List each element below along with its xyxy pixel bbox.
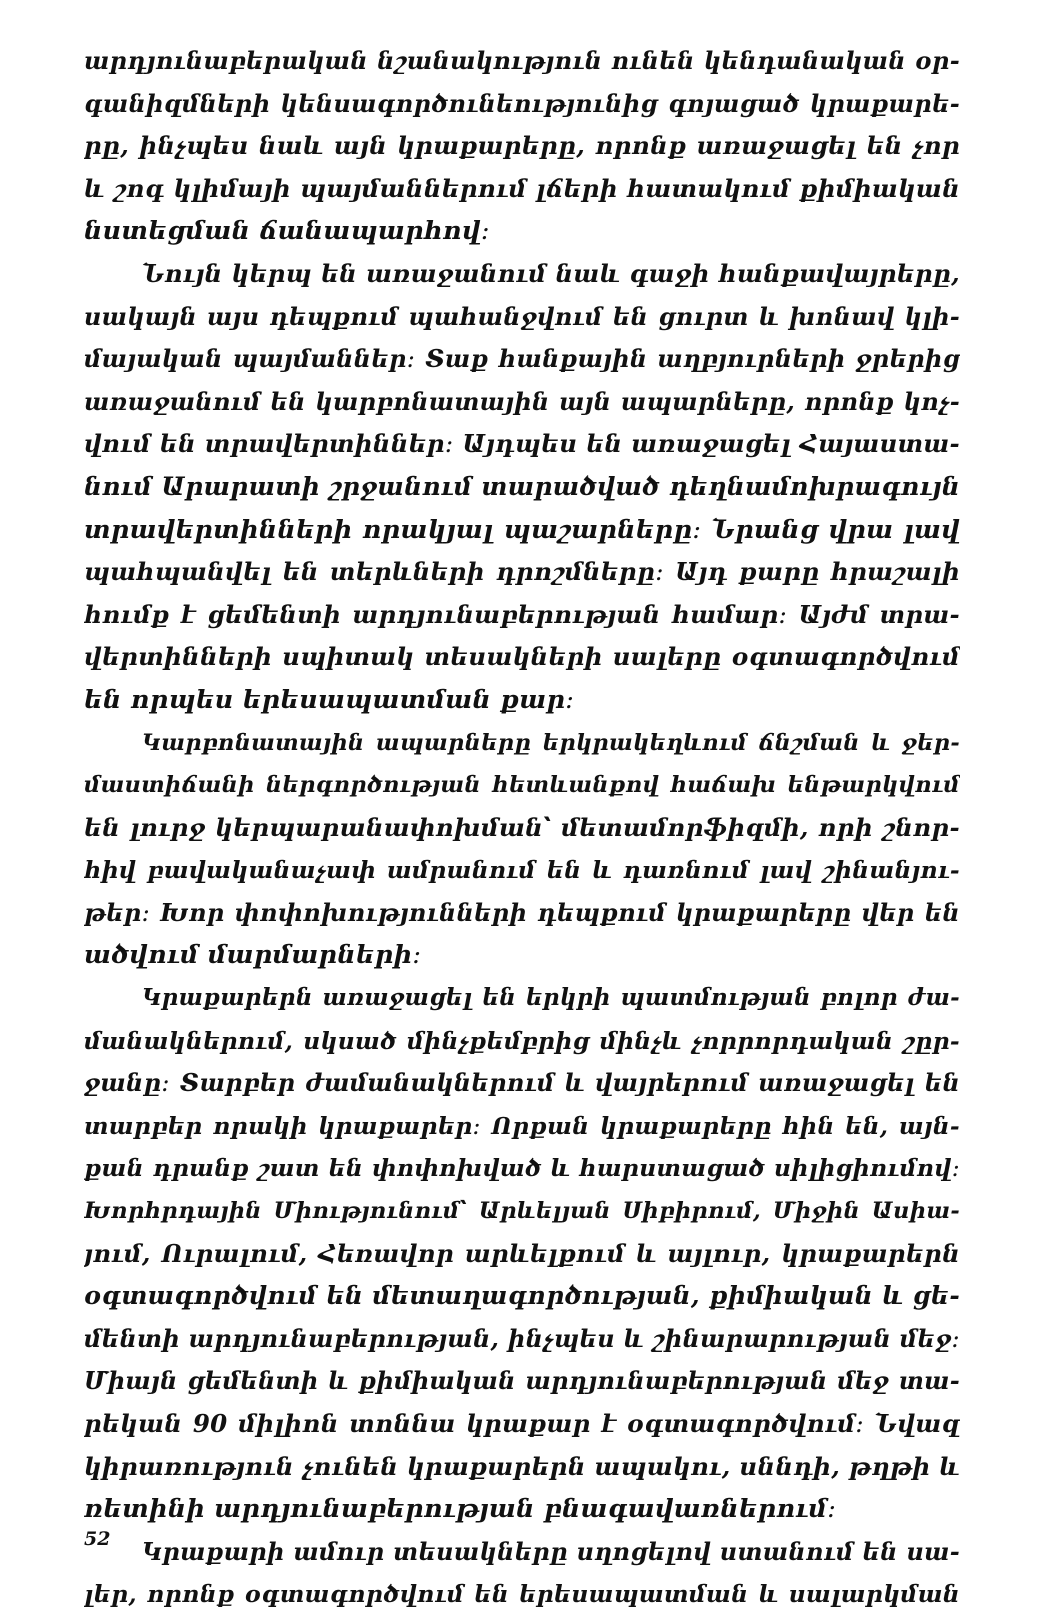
text-line: նում Արարատի շրջանում տարածված դեղնամոխրագույն	[84, 471, 960, 501]
text-line: մենտի արդյունաբերության, ինչպես և շինարարության մեջ։	[84, 1323, 960, 1353]
text-line: Խորհրդային Միությունում՝ Արևելյան Սիբիրում, Միջին Ասիա-	[84, 1198, 960, 1225]
text-line: մայական պայմաններ։ Տաք հանքային աղբյուրների ջրերից	[84, 344, 960, 374]
text-line: րեկան 90 միլիոն տոննա կրաքար է օգտագործվում։ Նվազ	[84, 1409, 960, 1438]
text-line: Նույն կերպ են առաջանում նաև գաջի հանքավայրերը,	[142, 258, 960, 288]
text-line: արդյունաբերական նշանակություն ունեն կենդանական օր-	[84, 46, 960, 75]
text-line: և շոգ կլիմայի պայմաններում լճերի հատակում քիմիական	[84, 173, 960, 203]
text-line: րը, ինչպես նաև այն կրաքարերը, որոնք առաջացել են չոր	[84, 131, 960, 161]
text-line: Կրաքարերն առաջացել են երկրի պատմության բոլոր ժա-	[142, 984, 960, 1012]
text-line: հիվ բավականաչափ ամրանում են և դառնում լավ շինանյու-	[84, 856, 960, 885]
text-line: թեր։ Խոր փոփոխությունների դեպքում կրաքարերը վեր են	[84, 897, 960, 927]
text-line: Միայն ցեմենտի և քիմիական արդյունաբերության մեջ տա-	[84, 1366, 960, 1396]
text-line: քան դրանք շատ են փոփոխված և հարստացած սիլիցիումով։	[84, 1154, 960, 1183]
text-line: Կարբոնատային ապարները երկրակեղևում ճնշման և ջեր-	[142, 729, 960, 756]
text-line: են լուրջ կերպարանափոխման՝ մետամորֆիզմի, որի շնոր-	[84, 812, 960, 842]
text-line: մանակներում, սկսած մինչքեմբրից մինչև չորրորդական շըր-	[84, 1026, 960, 1055]
text-line: ածվում մարմարների։	[84, 940, 422, 971]
text-line: առաջանում են կարբոնատային այն ապարները, որոնք կոչ-	[84, 386, 960, 416]
text-line: պահպանվել են տերևների դրոշմները։ Այդ քարը հրաշալի	[84, 557, 960, 587]
text-line: տարբեր որակի կրաքարեր։ Որքան կրաքարերը հին են, այն-	[84, 1111, 960, 1140]
page-number: 52	[84, 1528, 111, 1550]
text-line: են որպես երեսապատման քար։	[84, 684, 575, 715]
text-line: կիրառություն չունեն կրաքարերն ապակու, սննդի, թղթի և	[84, 1451, 960, 1481]
text-line: ջանը։ Տարբեր ժամանակներում և վայրերում առաջացել են	[84, 1068, 960, 1098]
text-line: վում են տրավերտիններ։ Այդպես են առաջացել Հայաստա-	[84, 429, 960, 459]
text-line: վերտինների սպիտակ տեսակների սալերը օգտագործվում	[84, 642, 960, 672]
text-line: ռետինի արդյունաբերության բնագավառներում։	[84, 1494, 837, 1525]
text-line: լեր, որոնք օգտագործվում են երեսապատման և սալարկման	[84, 1580, 960, 1609]
text-line: նստեցման ճանապարհով։	[84, 216, 490, 247]
body-text	[84, 40, 960, 1616]
text-line: տրավերտինների որակյալ պաշարները։ Նրանց վրա լավ	[84, 514, 960, 545]
text-line: Կրաքարի ամուր տեսակները սղոցելով ստանում են սա-	[142, 1536, 960, 1566]
text-line: հումք է ցեմենտի արդյունաբերության համար։ Այժմ տրա-	[84, 599, 960, 629]
text-line: մաստիճանի ներգործության հետևանքով հաճախ ենթարկվում	[84, 772, 960, 799]
text-line: գանիզմների կենսագործունեությունից գոյացած կրաքարե-	[84, 88, 960, 118]
text-line: օգտագործվում են մետաղագործության, քիմիական և ցե-	[84, 1281, 960, 1311]
text-line: սակայն այս դեպքում պահանջվում են ցուրտ և խոնավ կլի-	[84, 301, 960, 331]
text-line: յում, Ուրալում, Հեռավոր արևելքում և այլուր, կրաքարերն	[84, 1238, 960, 1268]
